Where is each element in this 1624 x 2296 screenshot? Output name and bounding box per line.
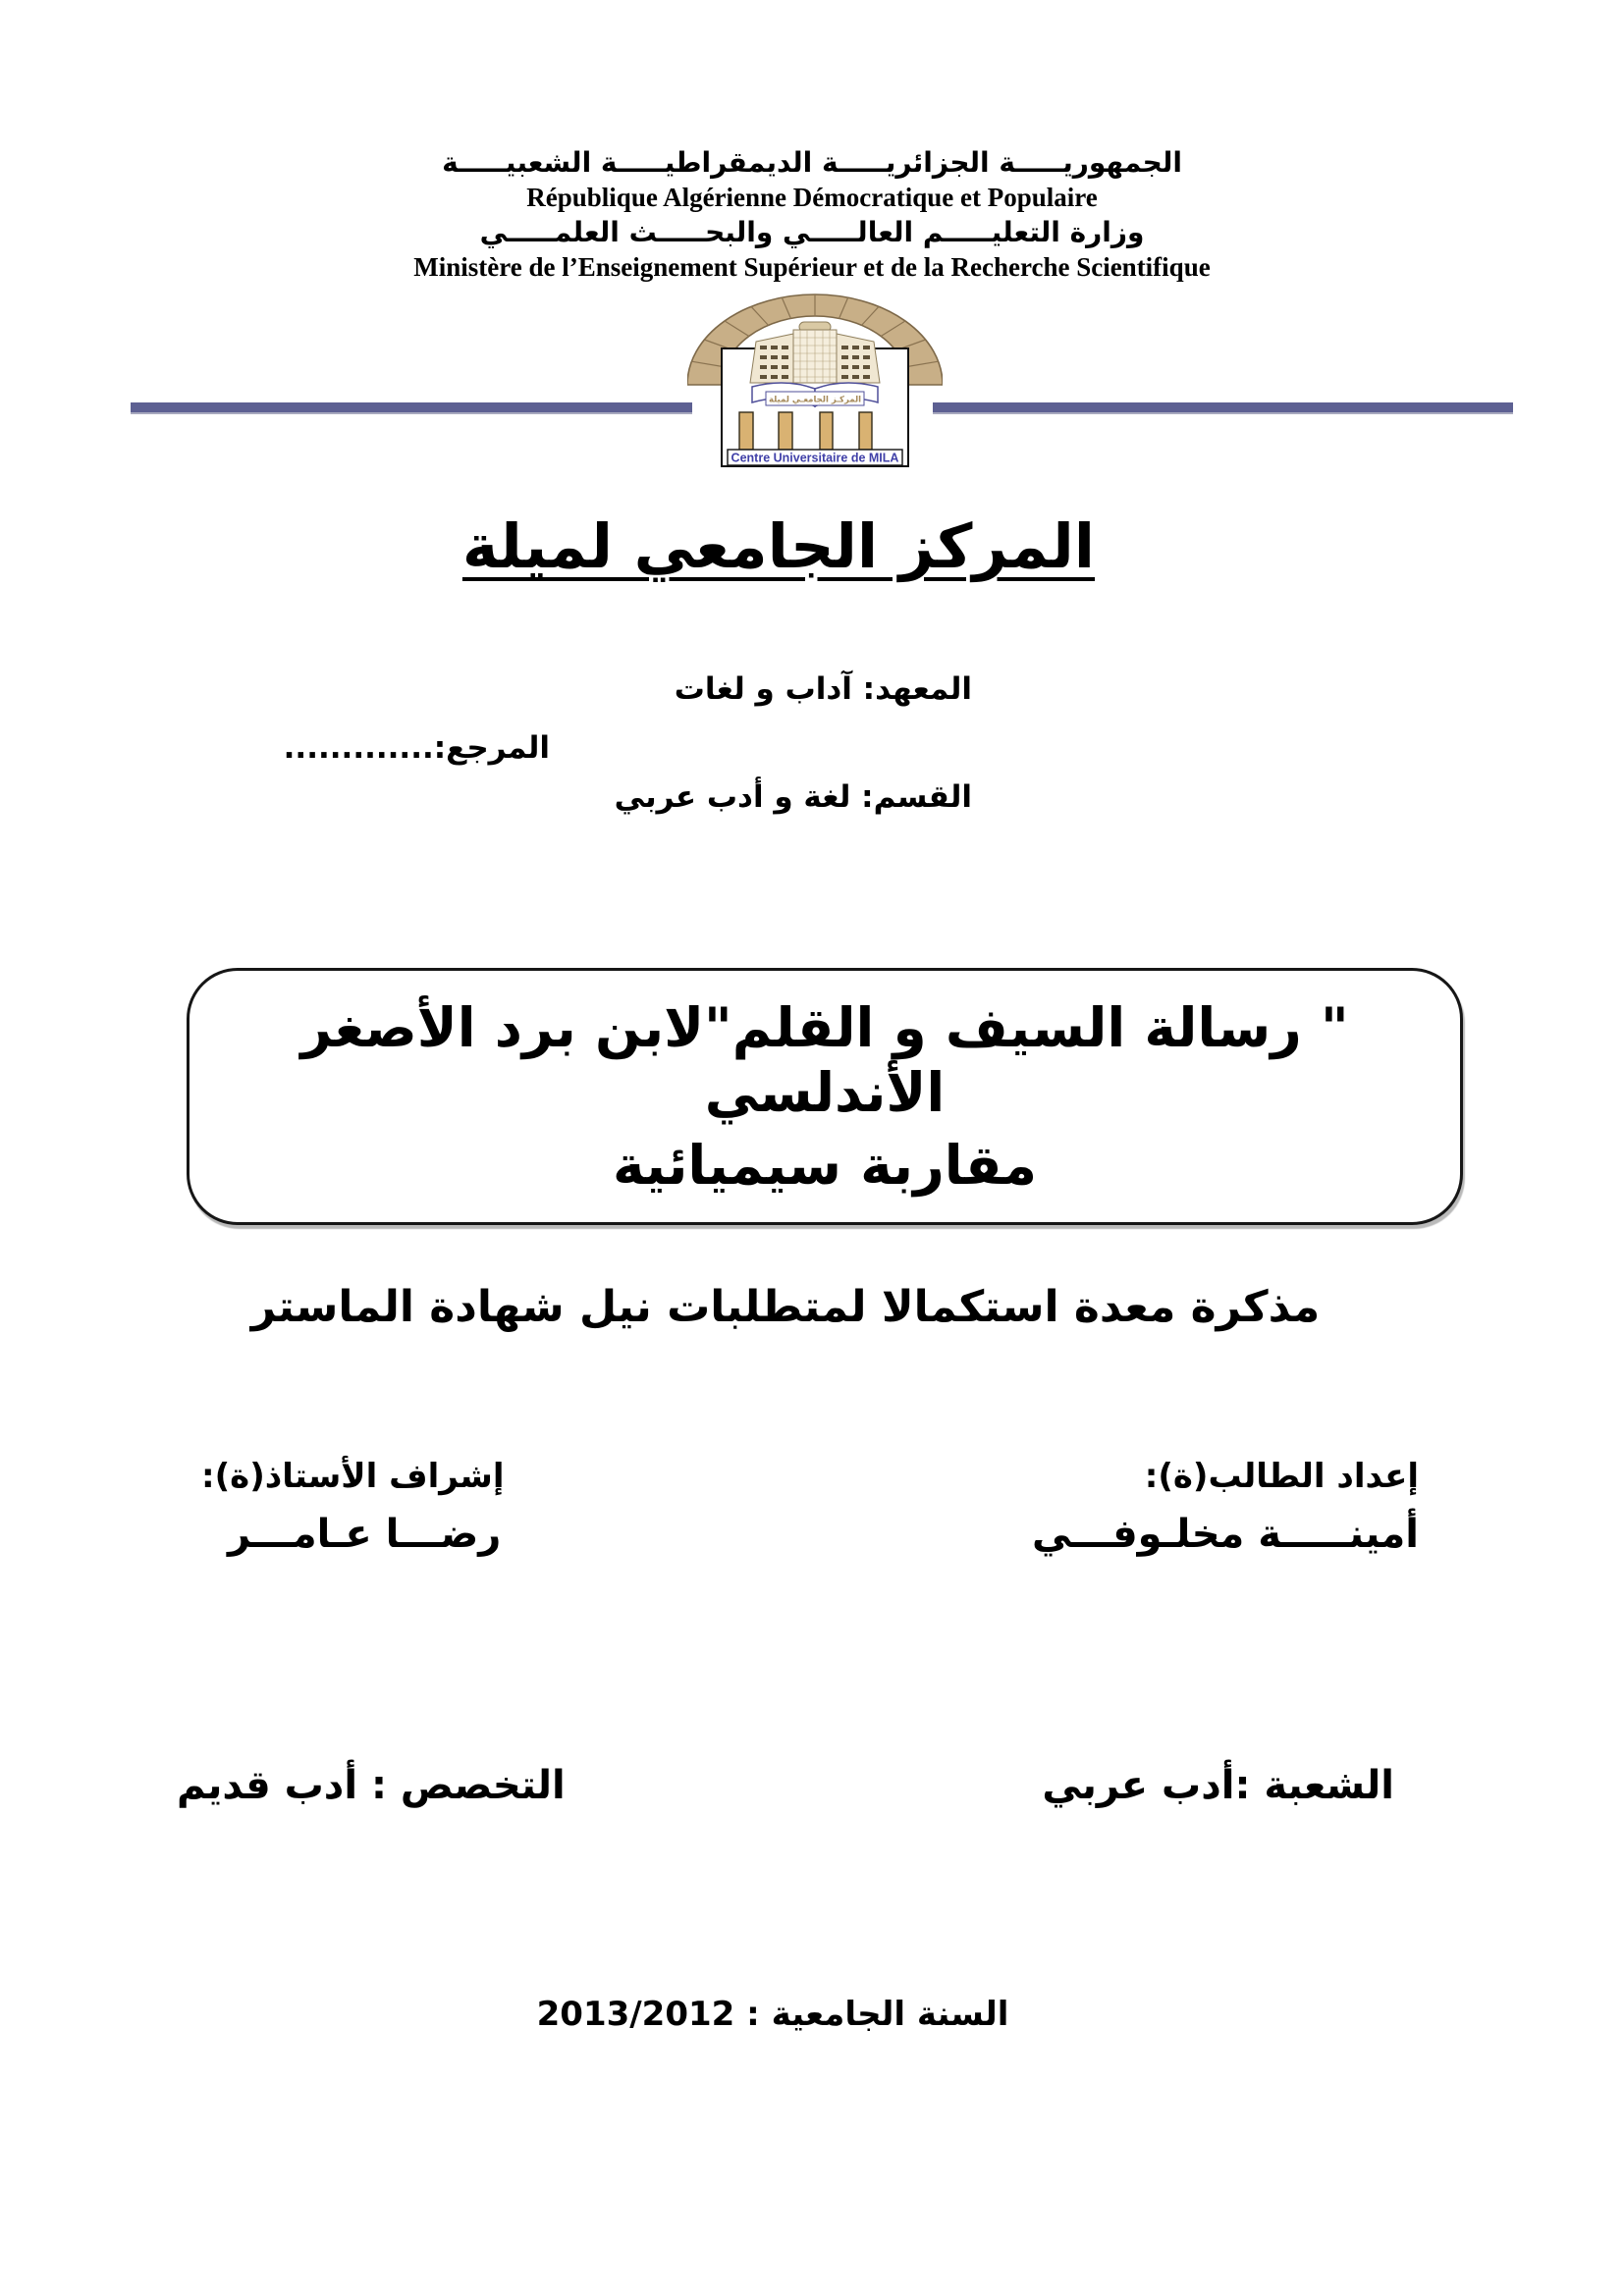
university-building-icon (750, 322, 880, 383)
reference-line: المرجع:............. (283, 730, 550, 766)
divider-line-left (131, 402, 692, 412)
department-line: القسم: لغة و أدب عربي (614, 779, 972, 815)
university-name-title: المركز الجامعي لميلة (461, 510, 1096, 582)
university-logo (687, 287, 943, 475)
supervisor-name: رضـــا عـامـــر (228, 1512, 502, 1557)
ministry-name-arabic: وزارة التعليـــــم العالـــــي والبحـــــث العلمـــــي (479, 216, 1145, 248)
branch-line: الشعبة :أدب عربي (1042, 1763, 1394, 1808)
republic-name-french: République Algérienne Démocratique et Populaire (526, 183, 1098, 212)
student-name: أمينـــــة مخلـوفـــي (1031, 1512, 1419, 1557)
student-label: إعداد الطالب(ة): (1144, 1457, 1419, 1496)
thesis-subtitle: مذكرة معدة استكمالا لمتطلبات نيل شهادة الماستر (250, 1282, 1321, 1332)
university-logo-svg (687, 287, 943, 475)
logo-caption-band (728, 450, 902, 465)
institute-line: المعهد: آداب و لغات (674, 671, 972, 707)
supervisor-label: إشراف الأستاذ(ة): (201, 1457, 505, 1496)
specialty-line: التخصص : أدب قديم (177, 1763, 566, 1808)
thesis-title-line-1: " رسالة السيف و القلم"لابن برد الأصغر الأندلسي (300, 996, 1349, 1124)
divider-line-right (933, 402, 1513, 412)
logo-band-arabic-text: المركـز الجامعـي لميلة (768, 395, 862, 405)
ministry-name-french: Ministère de l’Enseignement Supérieur et de la Recherche Scientifique (413, 252, 1211, 282)
thesis-title-box (187, 968, 1463, 1225)
header-block (12, 143, 1612, 283)
thesis-title-line-2: مقاربة سيميائية (612, 1134, 1038, 1197)
logo-caption-text: Centre Universitaire de MILA (731, 451, 899, 465)
logo-band (766, 392, 864, 405)
republic-name-arabic: الجمهوريـــــة الجزائريـــــة الديمقراطيـــــة الشعبيـــــة (442, 146, 1182, 179)
academic-year-line: السنة الجامعية : 2013/2012 (536, 1995, 1009, 2034)
